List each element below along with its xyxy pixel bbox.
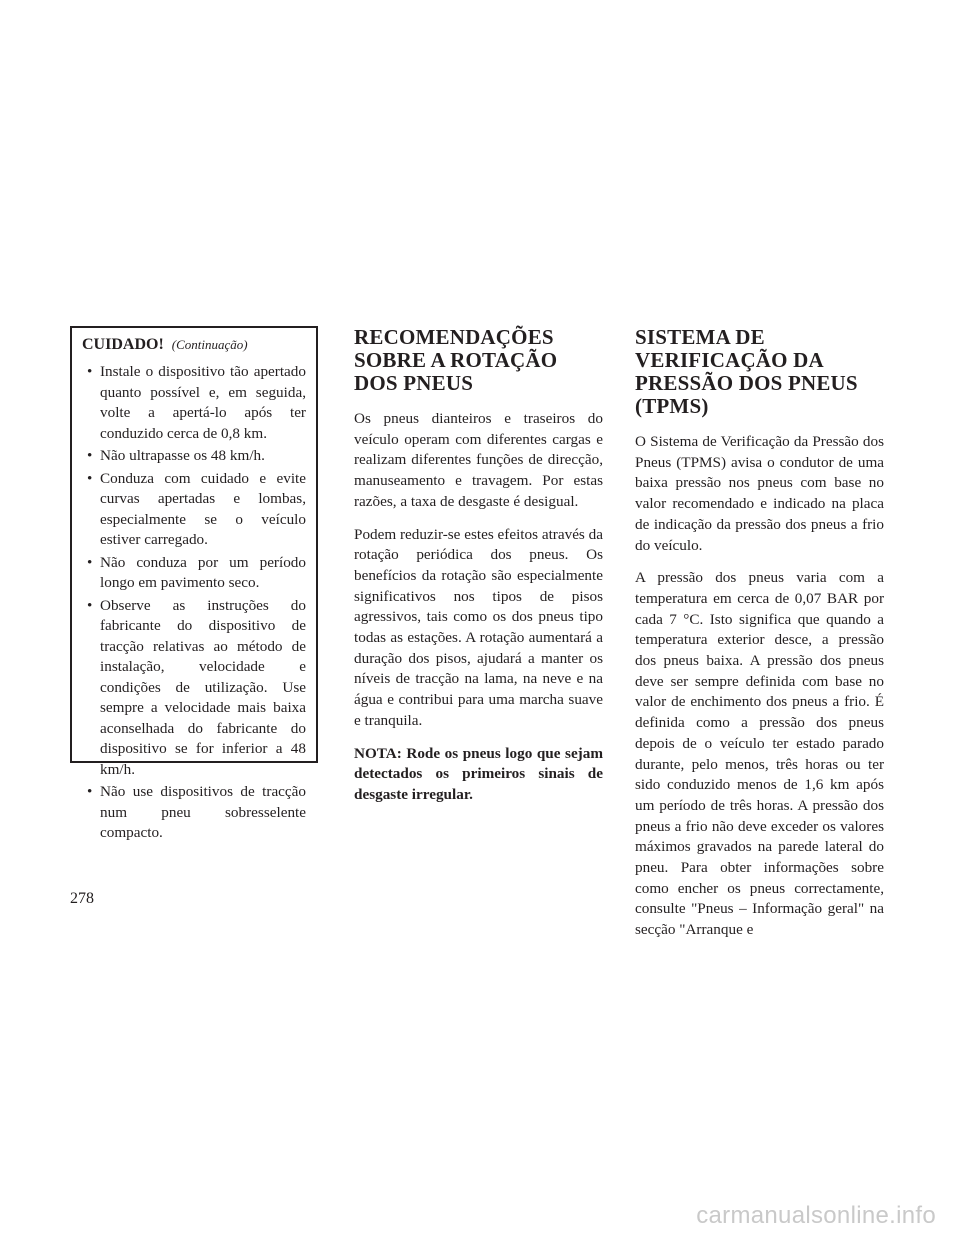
list-item: • Não use dispositivos de tracção num pneu sobresselente compacto. — [87, 783, 306, 841]
rotation-paragraph: Podem reduzir-se estes efeitos através da rotação periódica dos pneus. Os benefícios da rotação são especialmente significativos nos tipos de pisos agressivos, tais como os dos pneus tipo todas as estações. A rotação aumentará a duração dos pisos, ajudará a manter os níveis de tracção na lama, na neve e na água e contribui para uma marcha suave e tranquila. — [354, 525, 603, 729]
bullet-icon: • — [87, 447, 93, 464]
bullet-icon: • — [87, 469, 93, 487]
caution-list — [82, 362, 306, 844]
caution-continuation: (Continuação) — [171, 337, 248, 352]
watermark: carmanualsonline.info — [696, 1202, 936, 1229]
bullet-icon: • — [87, 783, 93, 800]
list-item: • Instale o dispositivo tão apertado quanto possível e, em seguida, volte a apertá-lo após ter conduzido cerca de 0,8 km. — [87, 363, 306, 442]
tpms-paragraph: O Sistema de Verificação da Pressão dos Pneus (TPMS) avisa o condutor de uma baixa pressão nos pneus com base no valor recomendado e indicado na placa de indicação da pressão dos pneus a frio do veículo. — [635, 433, 884, 554]
caution-title: CUIDADO! — [82, 336, 164, 353]
tpms-section — [635, 326, 884, 953]
tpms-heading: SISTEMA DE VERIFICAÇÃO DA PRESSÃO DOS PNEUS (TPMS) — [635, 325, 858, 418]
rotation-heading: RECOMENDAÇÕES SOBRE A ROTAÇÃO DOS PNEUS — [354, 325, 558, 395]
caution-heading — [82, 336, 306, 354]
list-item: • Não conduza por um período longo em pavimento seco. — [87, 553, 306, 591]
list-item: • Conduza com cuidado e evite curvas apertadas e lombas, especialmente se o veículo estiver carregado. — [87, 469, 306, 548]
page-number: 278 — [70, 890, 94, 907]
rotation-paragraph: Os pneus dianteiros e traseiros do veículo operam com diferentes cargas e realizam diferentes funções de direcção, manuseamento e travagem. Por estas razões, a taxa de desgaste é desigual. — [354, 410, 603, 510]
list-item: • Observe as instruções do fabricante do dispositivo de tracção relativas ao método de instalação, velocidade e condições de utilização. Use sempre a velocidade mais baixa aconselhada do fabricante do dispositivo se for inferior a 48 km/h. — [87, 596, 306, 778]
list-item: • Não ultrapasse os 48 km/h. — [82, 446, 306, 467]
bullet-icon: • — [87, 596, 93, 614]
rotation-section — [354, 326, 603, 818]
caution-column — [70, 326, 318, 841]
caution-box — [70, 326, 318, 841]
bullet-icon: • — [87, 553, 93, 571]
rotation-note: NOTA: Rode os pneus logo que sejam detectados os primeiros sinais de desgaste irregular. — [354, 744, 603, 803]
tpms-paragraph: A pressão dos pneus varia com a temperatura em cerca de 0,07 BAR por cada 7 °C. Isto significa que quando a temperatura exterior desce, a pressão dos pneus baixa. A pressão dos pneus deve ser sempre definida com base no valor de enchimento dos pneus a frio. É definida como a pressão dos pneus depois de o veículo ter estado parado durante, pelo menos, três horas ou ter sido conduzido menos de 1,6 km após um período de três horas. A pressão dos pneus a frio não deve exceder os valores máximos gravados na parede lateral do pneu. Para obter informações sobre como encher os pneus correctamente, consulte "Pneus – Informação geral" na secção "Arranque e — [635, 569, 884, 939]
bullet-icon: • — [87, 363, 93, 380]
